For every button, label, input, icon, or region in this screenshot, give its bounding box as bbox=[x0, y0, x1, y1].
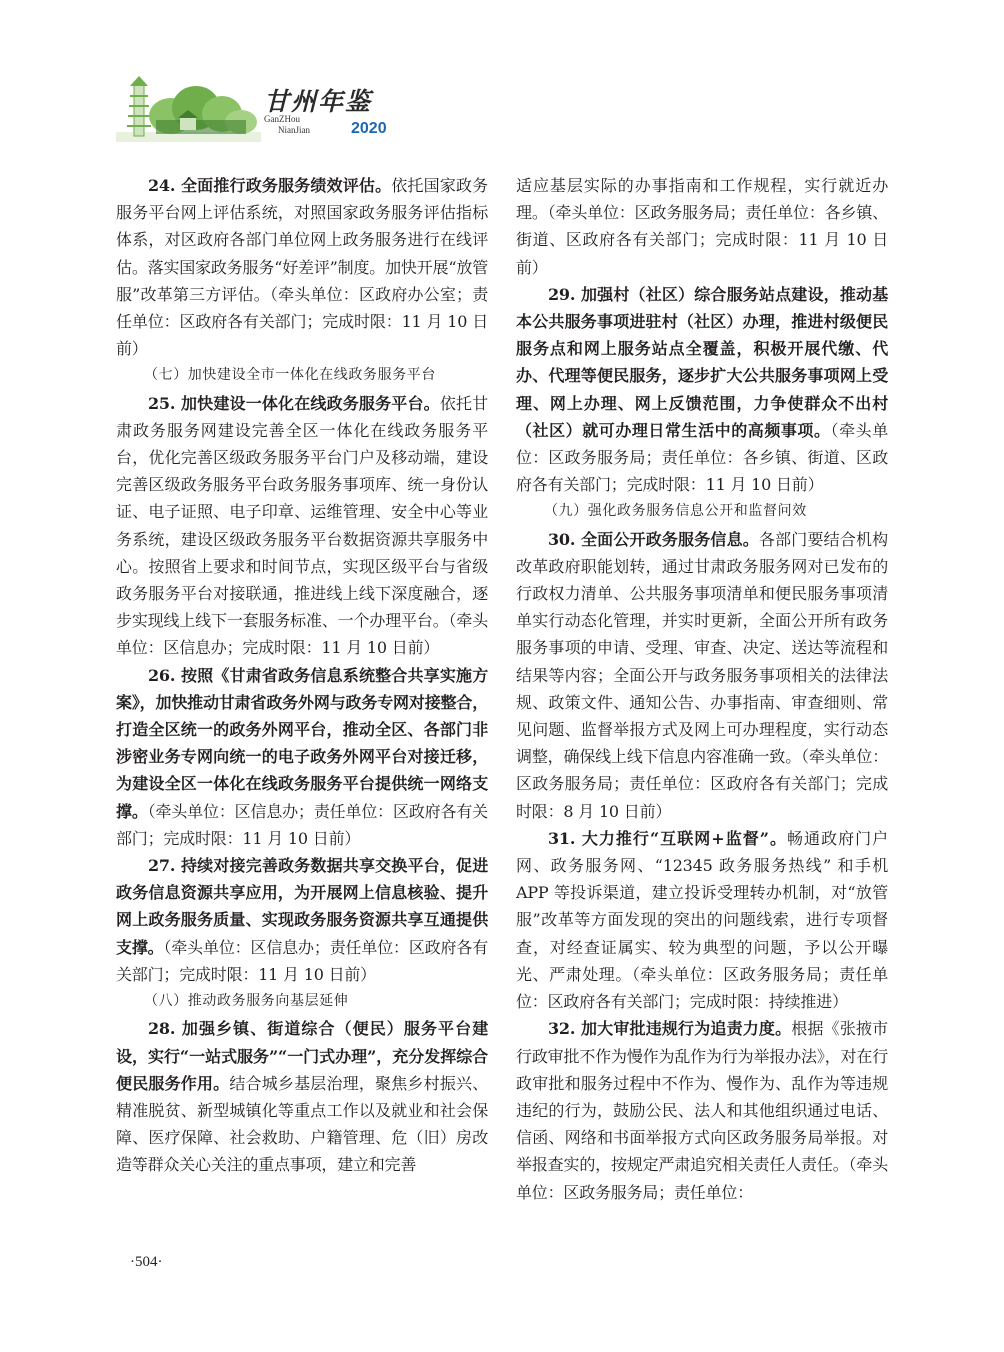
pagoda-landscape-logo bbox=[116, 76, 261, 146]
subtitle-line-1: GanZHou bbox=[264, 114, 300, 124]
numbered-paragraph bbox=[516, 1015, 888, 1205]
yearbook-year: 2020 bbox=[351, 120, 387, 137]
paragraph-lead: 25. 加快建设一体化在线政务服务平台。 bbox=[148, 393, 440, 413]
paragraph-body: 结合城乡基层治理，聚焦乡村振兴、精准脱贫、新型城镇化等重点工作以及就业和社会保障、医疗保障、社会救助、户籍管理、危（旧）房改造等群众关心关注的重点事项，建立和完善 bbox=[116, 1073, 488, 1175]
numbered-paragraph bbox=[116, 1015, 488, 1178]
paragraph-body: 根据《张掖市行政审批不作为慢作为乱作为行为举报办法》，对在行政审批和服务过程中不作为、慢作为、乱作为等违规违纪的行为，鼓励公民、法人和其他组织通过电话、信函、网络和书面举报方式向区政务服务局举报。对举报查实的，按规定严肃追究相关责任人责任。（牵头单位：区政务服务局；责任单位： bbox=[516, 1019, 888, 1202]
numbered-paragraph bbox=[516, 526, 888, 825]
paragraph-lead: 32. 加大审批违规行为追责力度。 bbox=[548, 1019, 792, 1039]
paragraph-body: （牵头单位：区信息办；责任单位：区政府各有关部门；完成时限：11 月 10 日前） bbox=[116, 801, 488, 848]
section-heading: （七）加快建设全市一体化在线政务服务平台 bbox=[144, 367, 436, 384]
section-heading: （九）强化政务服务信息公开和监督问效 bbox=[544, 503, 807, 520]
paragraph-lead: 24. 全面推行政务服务绩效评估。 bbox=[148, 176, 392, 195]
page-number: ·504· bbox=[130, 1254, 163, 1270]
section-heading: （八）推动政务服务向基层延伸 bbox=[144, 993, 349, 1010]
numbered-paragraph bbox=[116, 662, 488, 852]
numbered-paragraph bbox=[516, 825, 888, 1015]
numbered-paragraph bbox=[116, 172, 488, 362]
numbered-paragraph bbox=[516, 281, 888, 499]
right-column bbox=[516, 172, 888, 1206]
yearbook-header bbox=[116, 76, 416, 146]
paragraph-lead: 30. 全面公开政务服务信息。 bbox=[548, 529, 759, 549]
paragraph-lead: 26. 按照《甘肃省政务信息系统整合共享实施方案》，加快推动甘肃省政务外网与政务专网对接整合，打造全区统一的政务外网平台，推动全区、各部门非涉密业务专网向统一的电子政务外网平台对接迁移，为建设全区一体化在线政务服务平台提供统一网络支撑。 bbox=[116, 665, 488, 821]
paragraph-lead: 28. 加强乡镇、街道综合（便民）服务平台建设，实行“一站式服务”“一门式办理”，充分发挥综合便民服务作用。 bbox=[116, 1019, 488, 1093]
numbered-paragraph bbox=[116, 390, 488, 662]
paragraph-body: 依托国家政务服务平台网上评估系统，对照国家政务服务评估指标体系，对区政府各部门单位网上政务服务进行在线评估。落实国家政务服务“好差评”制度。加快开展“放管服”改革第三方评估。（牵头单位：区政府办公室；责任单位：区政府各有关部门；完成时限：11 月 10 日前） bbox=[116, 176, 488, 359]
paragraph-body: （牵头单位：区信息办；责任单位：区政府各有关部门；完成时限：11 月 10 日前） bbox=[116, 937, 488, 984]
paragraph-body: 依托甘肃政务服务网建设完善全区一体化在线政务服务平台，优化完善区级政务服务平台门户及移动端，建设完善区级政务服务平台政务服务事项库、统一身份认证、电子证照、电子印章、运维管理、安全中心等业务系统，建设区级政务服务平台数据资源共享服务中心。按照省上要求和时间节点，实现区级平台与省级政务服务平台对接联通，推进线上线下深度融合，逐步实现线上线下一套服务标准、一个办理平台。（牵头单位：区信息办；完成时限：11 月 10 日前） bbox=[116, 393, 488, 658]
yearbook-title: 甘州年鉴 bbox=[264, 87, 373, 116]
paragraph-lead: 31. 大力推行“互联网+监督”。 bbox=[548, 828, 788, 848]
continued-paragraph bbox=[516, 172, 888, 281]
paragraph-body: （牵头单位：区政务服务局；责任单位：各乡镇、街道、区政府各有关部门；完成时限：11 月 10 日前） bbox=[516, 420, 889, 495]
yearbook-subtitle bbox=[264, 114, 310, 136]
paragraph-lead: 29. 加强村（社区）综合服务站点建设，推动基本公共服务事项进驻村（社区）办理，推进村级便民服务点和网上服务站点全覆盖，积极开展代缴、代办、代理等便民服务，逐步扩大公共服务事项网上受理、网上办理、网上反馈范围，力争使群众不出村（社区）就可办理日常生活中的高频事项。 bbox=[516, 284, 888, 440]
paragraph-body: 适应基层实际的办事指南和工作规程，实行就近办理。（牵头单位：区政务服务局；责任单位：各乡镇、街道、区政府各有关部门；完成时限：11 月 10 日前） bbox=[516, 176, 888, 277]
paragraph-body: 各部门要结合机构改革政府职能划转，通过甘肃政务服务网对已发布的行政权力清单、公共服务事项清单和便民服务事项清单实行动态化管理，并实时更新，全面公开所有政务服务事项的申请、受理、审查、决定、送达等流程和结果等内容；全面公开与政务服务事项相关的法律法规、政策文件、通知公告、办事指南、审查细则、常见问题、监督举报方式及网上可办理程度，实行动态调整，确保线上线下信息内容准确一致。（牵头单位：区政务服务局；责任单位：区政府各有关部门；完成时限：8 月 10 日前） bbox=[516, 529, 888, 821]
left-column bbox=[116, 172, 488, 1179]
paragraph-body: 畅通政府门户网、政务服务网、“12345 政务服务热线” 和手机 APP 等投诉渠道，建立投诉受理转办机制，对“放管服”改革等方面发现的突出的问题线索，进行专项督查，对经查证属实、较为典型的问题，予以公开曝光、严肃处理。（牵头单位：区政务服务局；责任单位：区政府各有关部门；完成时限：持续推进） bbox=[516, 828, 888, 1012]
paragraph-lead: 27. 持续对接完善政务数据共享交换平台，促进政务信息资源共享应用，为开展网上信息核验、提升网上政务服务质量、实现政务服务资源共享互通提供支撑。 bbox=[116, 856, 488, 957]
subtitle-line-2: NianJian bbox=[278, 125, 310, 135]
numbered-paragraph bbox=[116, 852, 488, 988]
